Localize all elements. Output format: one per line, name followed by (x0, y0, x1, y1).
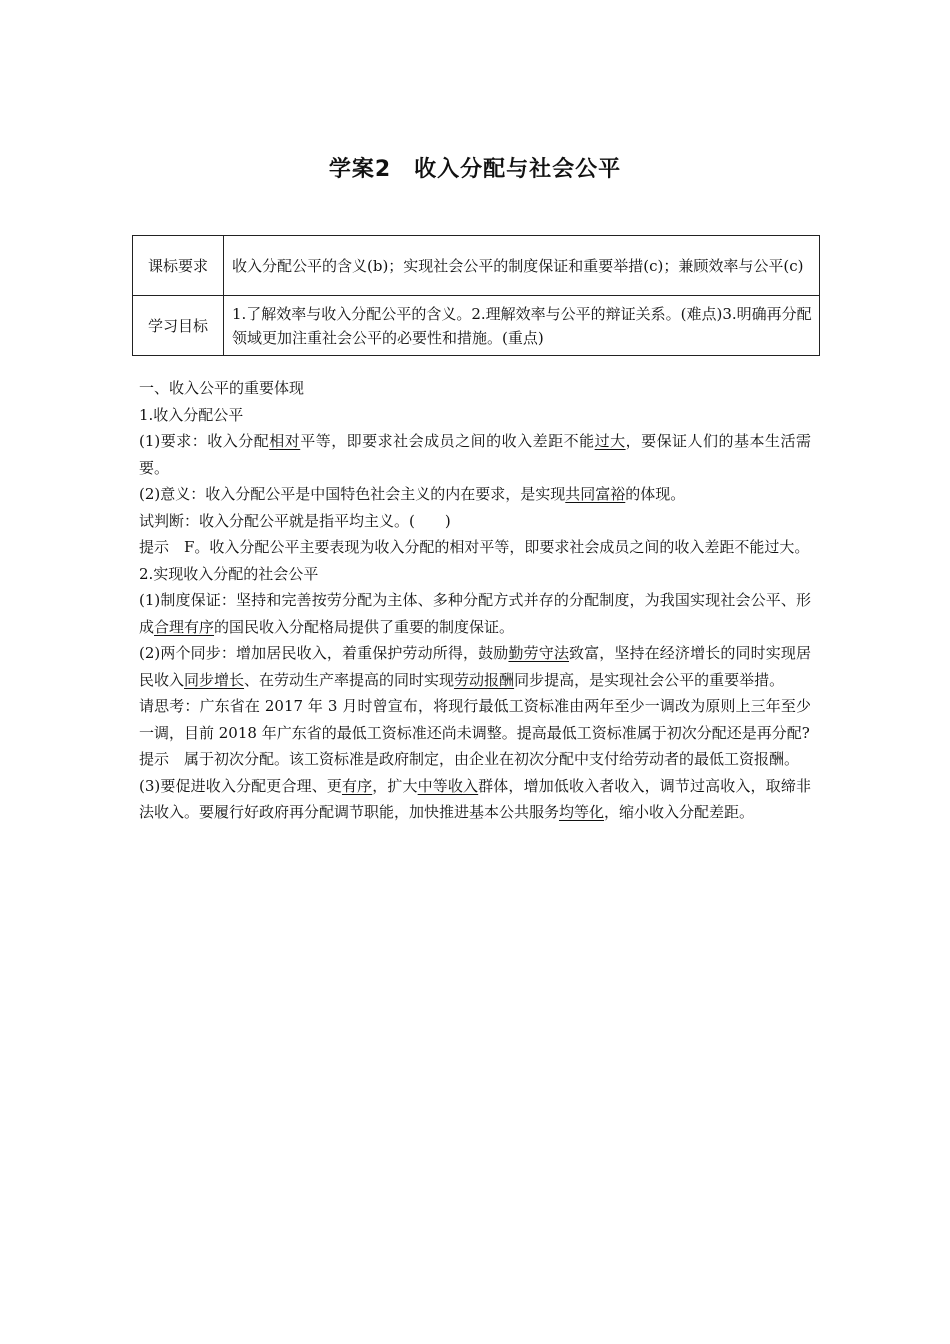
underlined-term: 过大 (594, 432, 626, 450)
text-run: 致富，坚持在经济增长的同时实现居民收入 (139, 644, 811, 689)
curriculum-requirement-label: 课标要求 (133, 236, 224, 296)
underlined-term: 合理有序 (154, 617, 215, 636)
paragraph-promote (139, 773, 811, 826)
underlined-term: 勤劳守法 (508, 644, 569, 662)
lesson-body (139, 375, 811, 826)
page-title: 学案2 收入分配与社会公平 (328, 157, 622, 182)
judgment-question: 试判断：收入分配公平就是指平均主义。( ) (139, 511, 451, 530)
text-run: (1)制度保证：坚持和完善按劳分配为主体、多种分配方式并存的分配制度，为我国实现社会公平、形成 (139, 591, 811, 636)
table-row (133, 296, 820, 356)
paragraph-significance (139, 481, 811, 508)
curriculum-requirement-content: 收入分配公平的含义(b)；实现社会公平的制度保证和重要举措(c)；兼顾效率与公平(c) (224, 236, 820, 296)
think-question: 请思考：广东省在 2017 年 3 月时曾宣布，将现行最低工资标准由两年至少一调改为原则上三年至少一调，目前 2018 年广东省的最低工资标准还尚未调整。提高最低工资标准属于初次分配还是再分配? (139, 697, 811, 742)
underlined-term: 劳动报酬 (454, 670, 515, 689)
text-run: (2)意义：收入分配公平是中国特色社会主义的内在要求，是实现 (139, 485, 566, 503)
section-heading: 一、收入公平的重要体现 (139, 379, 305, 397)
learning-objective-label: 学习目标 (133, 296, 224, 356)
underlined-term: 相对 (269, 432, 301, 450)
text-run: (2)两个同步：增加居民收入，着重保护劳动所得，鼓励 (139, 644, 509, 662)
learning-objective-content: 1.了解效率与收入分配公平的含义。2.理解效率与公平的辩证关系。(难点)3.明确再分配领域更加注重社会公平的必要性和措施。(重点) (224, 296, 820, 356)
text-run: 群体，增加低收入者收入，调节过高收入，取缔非法收入。要履行好政府再分配调节职能，加快推进基本公共服务 (139, 776, 811, 821)
text-run: (1)要求：收入分配 (139, 432, 270, 450)
paragraph-requirement (139, 428, 811, 481)
hint-paragraph: 提示 属于初次分配。该工资标准是政府制定，由企业在初次分配中支付给劳动者的最低工资报酬。 (139, 750, 800, 768)
subsection-heading: 2.实现收入分配的社会公平 (139, 564, 319, 583)
underlined-term: 同步增长 (184, 670, 245, 689)
underlined-term: 共同富裕 (565, 485, 626, 503)
table-row (133, 236, 820, 296)
text-run: 同步提高，是实现社会公平的重要举措。 (514, 670, 785, 689)
underlined-term: 中等收入 (417, 776, 479, 795)
hint-paragraph: 提示 F。收入分配公平主要表现为收入分配的相对平等，即要求社会成员之间的收入差距不能过大。 (139, 538, 810, 556)
text-run: ，扩大 (372, 776, 418, 795)
text-run: 的体现。 (625, 485, 686, 503)
text-run: ，缩小收入分配差距。 (604, 803, 755, 821)
subsection-heading: 1.收入分配公平 (139, 405, 244, 424)
text-run: (3)要促进收入分配更合理、更 (139, 776, 342, 795)
text-run: 的国民收入分配格局提供了重要的制度保证。 (214, 617, 515, 636)
requirements-table (132, 235, 820, 356)
text-run: 平等，即要求社会成员之间的收入差距不能 (300, 432, 595, 450)
paragraph-two-synchronizations (139, 640, 811, 693)
paragraph-institution (139, 587, 811, 640)
text-run: 、在劳动生产率提高的同时实现 (244, 670, 455, 689)
underlined-term: 有序 (341, 776, 373, 795)
text-run: ，要保证人们的基本生活需要。 (139, 432, 811, 477)
underlined-term: 均等化 (559, 803, 605, 821)
